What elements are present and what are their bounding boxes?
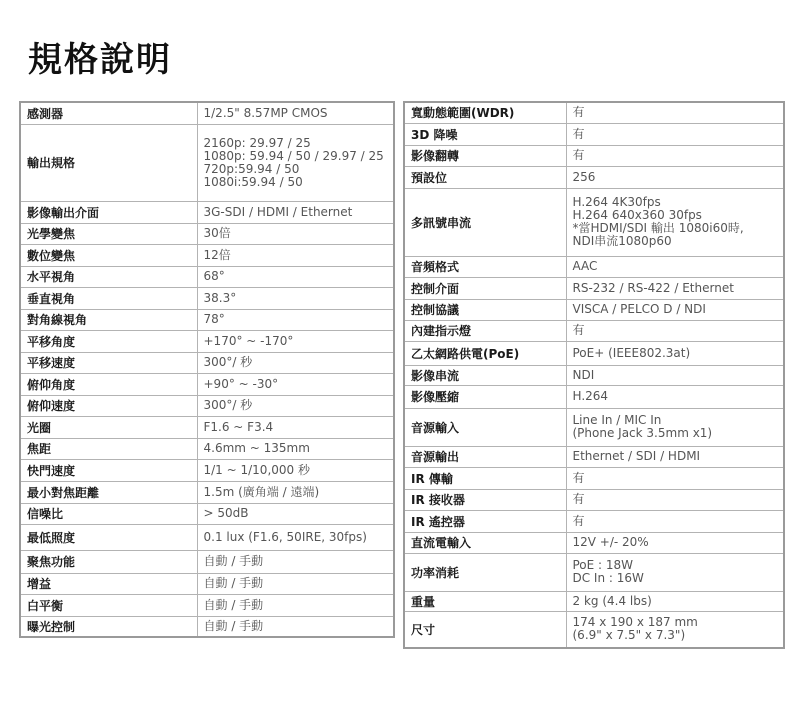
spec-value: 有: [566, 320, 784, 341]
spec-row: [404, 553, 784, 591]
spec-label: 3D 降噪: [404, 123, 566, 145]
spec-label: 平移速度: [20, 352, 197, 373]
spec-value: H.264: [566, 385, 784, 408]
spec-row: [404, 591, 784, 611]
spec-row: [404, 385, 784, 408]
spec-label: 控制介面: [404, 277, 566, 299]
spec-label: 預設位: [404, 166, 566, 188]
spec-label: 影像串流: [404, 365, 566, 385]
spec-value: Line In / MIC In (Phone Jack 3.5mm x1): [566, 408, 784, 446]
spec-label: 音頻格式: [404, 256, 566, 277]
spec-value: 2 kg (4.4 lbs): [566, 591, 784, 611]
spec-row: [404, 256, 784, 277]
spec-label: 最低照度: [20, 524, 197, 550]
spec-label: 最小對焦距離: [20, 481, 197, 503]
spec-value: AAC: [566, 256, 784, 277]
spec-row: [404, 145, 784, 166]
spec-row: [404, 102, 784, 123]
spec-label: IR 遙控器: [404, 510, 566, 532]
spec-row: [404, 341, 784, 365]
spec-row: [20, 459, 394, 481]
spec-row: [20, 309, 394, 330]
spec-value: 1/2.5" 8.57MP CMOS: [197, 102, 394, 124]
spec-label: 影像翻轉: [404, 145, 566, 166]
spec-row: [20, 102, 394, 124]
spec-row: [404, 277, 784, 299]
spec-value: 12倍: [197, 244, 394, 266]
spec-row: [404, 611, 784, 648]
spec-label: 快門速度: [20, 459, 197, 481]
spec-label: 垂直視角: [20, 287, 197, 309]
spec-row: [20, 244, 394, 266]
spec-value: 174 x 190 x 187 mm (6.9" x 7.5" x 7.3"): [566, 611, 784, 648]
spec-value: 有: [566, 123, 784, 145]
spec-label: 對角線視角: [20, 309, 197, 330]
spec-value: 自動 / 手動: [197, 550, 394, 573]
spec-value: 256: [566, 166, 784, 188]
spec-label: 增益: [20, 573, 197, 594]
spec-row: [20, 352, 394, 373]
spec-row: [20, 573, 394, 594]
spec-value: 有: [566, 489, 784, 510]
spec-value: 有: [566, 510, 784, 532]
spec-row: [404, 489, 784, 510]
spec-value: 有: [566, 145, 784, 166]
spec-row: [20, 395, 394, 416]
spec-row: [20, 524, 394, 550]
spec-row: [20, 201, 394, 223]
spec-value: NDI: [566, 365, 784, 385]
spec-row: [20, 124, 394, 201]
spec-label: 直流電輸入: [404, 532, 566, 553]
spec-value: 12V +/- 20%: [566, 532, 784, 553]
spec-label: 焦距: [20, 438, 197, 459]
spec-value: PoE+ (IEEE802.3at): [566, 341, 784, 365]
spec-value: > 50dB: [197, 503, 394, 524]
spec-row: [404, 467, 784, 489]
spec-value: +170° ~ -170°: [197, 330, 394, 352]
spec-table-right: [403, 101, 785, 649]
spec-label: 水平視角: [20, 266, 197, 287]
spec-value: 自動 / 手動: [197, 594, 394, 616]
spec-value: 2160p: 29.97 / 25 1080p: 59.94 / 50 / 29.97 / 25 720p:59.94 / 50 1080i:59.94 / 50: [197, 124, 394, 201]
spec-label: 俯仰角度: [20, 373, 197, 395]
spec-table-right-body: [404, 102, 784, 648]
spec-label: 光圈: [20, 416, 197, 438]
spec-row: [404, 446, 784, 467]
spec-label: IR 接收器: [404, 489, 566, 510]
spec-label: 聚焦功能: [20, 550, 197, 573]
page-title: 規格說明: [28, 40, 172, 80]
spec-row: [404, 320, 784, 341]
spec-row: [20, 223, 394, 244]
spec-row: [404, 166, 784, 188]
spec-table-left-body: [20, 102, 394, 637]
spec-value: 0.1 lux (F1.6, 50IRE, 30fps): [197, 524, 394, 550]
spec-value: 自動 / 手動: [197, 573, 394, 594]
spec-value: VISCA / PELCO D / NDI: [566, 299, 784, 320]
spec-row: [404, 532, 784, 553]
spec-value: 68°: [197, 266, 394, 287]
spec-label: 影像輸出介面: [20, 201, 197, 223]
spec-label: 平移角度: [20, 330, 197, 352]
spec-value: 3G-SDI / HDMI / Ethernet: [197, 201, 394, 223]
spec-label: 數位變焦: [20, 244, 197, 266]
spec-label: 輸出規格: [20, 124, 197, 201]
spec-label: IR 傳輸: [404, 467, 566, 489]
spec-label: 俯仰速度: [20, 395, 197, 416]
spec-row: [20, 416, 394, 438]
spec-row: [20, 438, 394, 459]
spec-value: +90° ~ -30°: [197, 373, 394, 395]
spec-table-left: [19, 101, 395, 638]
spec-label: 乙太網路供電(PoE): [404, 341, 566, 365]
spec-value: 有: [566, 102, 784, 123]
spec-label: 音源輸出: [404, 446, 566, 467]
spec-row: [20, 594, 394, 616]
spec-row: [20, 266, 394, 287]
spec-value: Ethernet / SDI / HDMI: [566, 446, 784, 467]
spec-value: 有: [566, 467, 784, 489]
spec-value: PoE : 18W DC In : 16W: [566, 553, 784, 591]
spec-value: 1.5m (廣角端 / 遠端): [197, 481, 394, 503]
spec-value: 78°: [197, 309, 394, 330]
spec-row: [404, 510, 784, 532]
spec-label: 光學變焦: [20, 223, 197, 244]
spec-value: F1.6 ~ F3.4: [197, 416, 394, 438]
spec-label: 影像壓縮: [404, 385, 566, 408]
spec-label: 功率消耗: [404, 553, 566, 591]
spec-row: [20, 373, 394, 395]
spec-value: 1/1 ~ 1/10,000 秒: [197, 459, 394, 481]
spec-label: 感測器: [20, 102, 197, 124]
spec-row: [404, 123, 784, 145]
spec-label: 信噪比: [20, 503, 197, 524]
spec-value: H.264 4K30fps H.264 640x360 30fps *當HDMI/SDI 輸出 1080i60時, NDI串流1080p60: [566, 188, 784, 256]
spec-row: [404, 408, 784, 446]
spec-value: RS-232 / RS-422 / Ethernet: [566, 277, 784, 299]
spec-value: 300°/ 秒: [197, 352, 394, 373]
spec-value: 30倍: [197, 223, 394, 244]
spec-row: [20, 330, 394, 352]
spec-label: 尺寸: [404, 611, 566, 648]
spec-label: 重量: [404, 591, 566, 611]
spec-label: 內建指示燈: [404, 320, 566, 341]
spec-row: [404, 365, 784, 385]
spec-label: 寬動態範圍(WDR): [404, 102, 566, 123]
spec-row: [20, 616, 394, 637]
spec-row: [20, 503, 394, 524]
spec-label: 音源輸入: [404, 408, 566, 446]
spec-row: [20, 287, 394, 309]
spec-row: [20, 481, 394, 503]
spec-label: 多訊號串流: [404, 188, 566, 256]
spec-label: 白平衡: [20, 594, 197, 616]
spec-row: [404, 188, 784, 256]
spec-row: [20, 550, 394, 573]
spec-label: 曝光控制: [20, 616, 197, 637]
spec-value: 38.3°: [197, 287, 394, 309]
spec-row: [404, 299, 784, 320]
spec-value: 4.6mm ~ 135mm: [197, 438, 394, 459]
spec-value: 自動 / 手動: [197, 616, 394, 637]
spec-value: 300°/ 秒: [197, 395, 394, 416]
spec-label: 控制協議: [404, 299, 566, 320]
